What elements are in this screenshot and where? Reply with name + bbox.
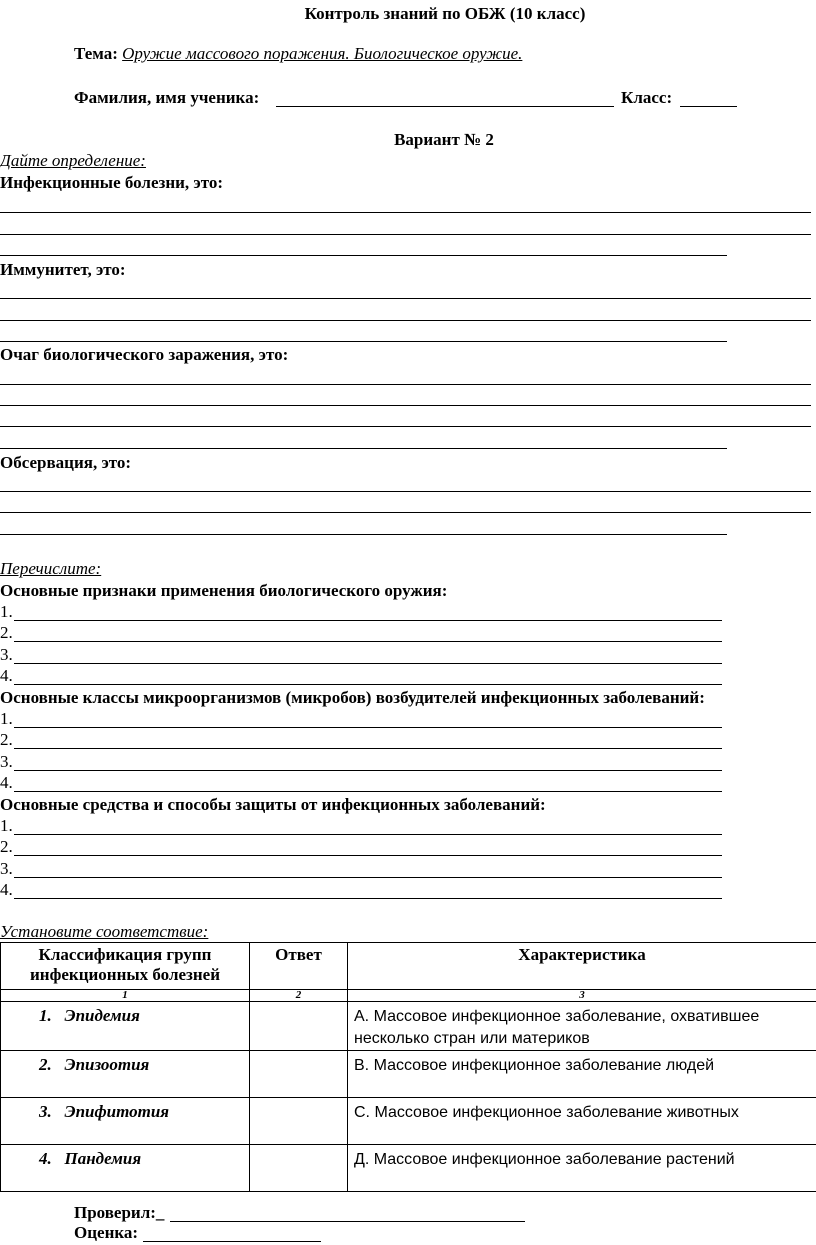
listing-instruction: Перечислите: (0, 559, 102, 578)
answer-line[interactable] (0, 212, 811, 213)
answer-line[interactable] (14, 770, 722, 771)
header-characteristic: Характеристика (348, 943, 816, 990)
list-number: 3. (0, 752, 13, 771)
list-number: 3. (0, 645, 13, 664)
list-number: 2. (0, 837, 13, 856)
listing-group-label: Основные средства и способы защиты от инфекционных заболеваний: (0, 795, 546, 814)
answer-line[interactable] (14, 684, 722, 685)
listing-group-label: Основные классы микроорганизмов (микробов) возбудителей инфекционных заболеваний: (0, 688, 705, 707)
table-row (1, 1145, 816, 1192)
classification-term: Эпифитотия (64, 1102, 170, 1121)
column-number-row (1, 990, 816, 1002)
header-answer: Ответ (250, 943, 348, 990)
definitions-instruction: Дайте определение: (0, 151, 146, 170)
matching-instruction: Установите соответствие: (0, 922, 209, 941)
classification-cell (1, 1002, 250, 1051)
row-number: 4. (39, 1149, 52, 1168)
answer-line[interactable] (14, 727, 722, 728)
student-name-field[interactable] (276, 106, 614, 107)
list-number: 4. (0, 773, 13, 792)
grade-field[interactable] (143, 1241, 321, 1242)
answer-line[interactable] (14, 748, 722, 749)
answer-line[interactable] (0, 341, 727, 342)
answer-line[interactable] (0, 384, 811, 385)
row-number: 2. (39, 1055, 52, 1074)
classification-cell (1, 1051, 250, 1098)
characteristic-cell: А. Массовое инфекционное заболевание, охватившее несколько стран или материков (348, 1002, 816, 1051)
table-row (1, 1002, 816, 1051)
table-row (1, 1098, 816, 1145)
class-label: Класс: (621, 88, 673, 107)
list-number: 1. (0, 602, 13, 621)
answer-line[interactable] (14, 663, 722, 664)
answer-line[interactable] (14, 791, 722, 792)
answer-line[interactable] (14, 834, 722, 835)
answer-line[interactable] (0, 448, 727, 449)
answer-line[interactable] (0, 320, 811, 321)
answer-line[interactable] (14, 641, 722, 642)
definition-label: Инфекционные болезни, это: (0, 173, 224, 192)
answer-cell[interactable] (250, 1051, 348, 1098)
list-number: 4. (0, 880, 13, 899)
checked-label: Проверил:_ (74, 1203, 165, 1222)
column-number: 1 (1, 990, 250, 1002)
classification-term: Эпидемия (64, 1006, 140, 1025)
topic-line (74, 44, 522, 64)
list-number: 4. (0, 666, 13, 685)
column-number: 3 (348, 990, 816, 1002)
classification-term: Эпизоотия (64, 1055, 150, 1074)
class-field[interactable] (680, 106, 737, 107)
checked-field[interactable] (170, 1221, 525, 1222)
table-header-row (1, 943, 816, 990)
answer-line[interactable] (0, 534, 727, 535)
answer-line[interactable] (14, 620, 722, 621)
answer-cell[interactable] (250, 1098, 348, 1145)
answer-line[interactable] (14, 877, 722, 878)
definition-label: Очаг биологического заражения, это: (0, 345, 289, 364)
characteristic-cell: Д. Массовое инфекционное заболевание растений (348, 1145, 816, 1192)
classification-term: Пандемия (64, 1149, 142, 1168)
student-name-label: Фамилия, имя ученика: (74, 88, 260, 107)
page-title: Контроль знаний по ОБЖ (10 класс) (304, 4, 586, 23)
classification-cell (1, 1145, 250, 1192)
answer-line[interactable] (0, 234, 811, 235)
characteristic-cell: В. Массовое инфекционное заболевание людей (348, 1051, 816, 1098)
header-classification: Классификация групп инфекционных болезней (1, 943, 250, 990)
answer-line[interactable] (0, 298, 811, 299)
answer-line[interactable] (0, 255, 727, 256)
variant-heading: Вариант № 2 (394, 130, 494, 149)
characteristic-cell: С. Массовое инфекционное заболевание животных (348, 1098, 816, 1145)
answer-cell[interactable] (250, 1002, 348, 1051)
answer-line[interactable] (0, 405, 811, 406)
table-row (1, 1051, 816, 1098)
listing-group-label: Основные признаки применения биологического оружия: (0, 581, 448, 600)
classification-cell (1, 1098, 250, 1145)
definition-label: Иммунитет, это: (0, 260, 126, 279)
column-number: 2 (250, 990, 348, 1002)
answer-line[interactable] (14, 855, 722, 856)
matching-table (0, 942, 816, 1192)
list-number: 1. (0, 816, 13, 835)
list-number: 1. (0, 709, 13, 728)
list-number: 2. (0, 623, 13, 642)
topic-label: Тема: (74, 44, 118, 63)
answer-line[interactable] (0, 512, 811, 513)
answer-line[interactable] (0, 426, 811, 427)
answer-cell[interactable] (250, 1145, 348, 1192)
answer-line[interactable] (0, 491, 811, 492)
row-number: 3. (39, 1102, 52, 1121)
list-number: 2. (0, 730, 13, 749)
topic-value: Оружие массового поражения. Биологическое оружие. (122, 44, 523, 63)
answer-line[interactable] (14, 898, 722, 899)
grade-label: Оценка: (74, 1223, 139, 1242)
list-number: 3. (0, 859, 13, 878)
row-number: 1. (39, 1006, 52, 1025)
definition-label: Обсервация, это: (0, 453, 132, 472)
